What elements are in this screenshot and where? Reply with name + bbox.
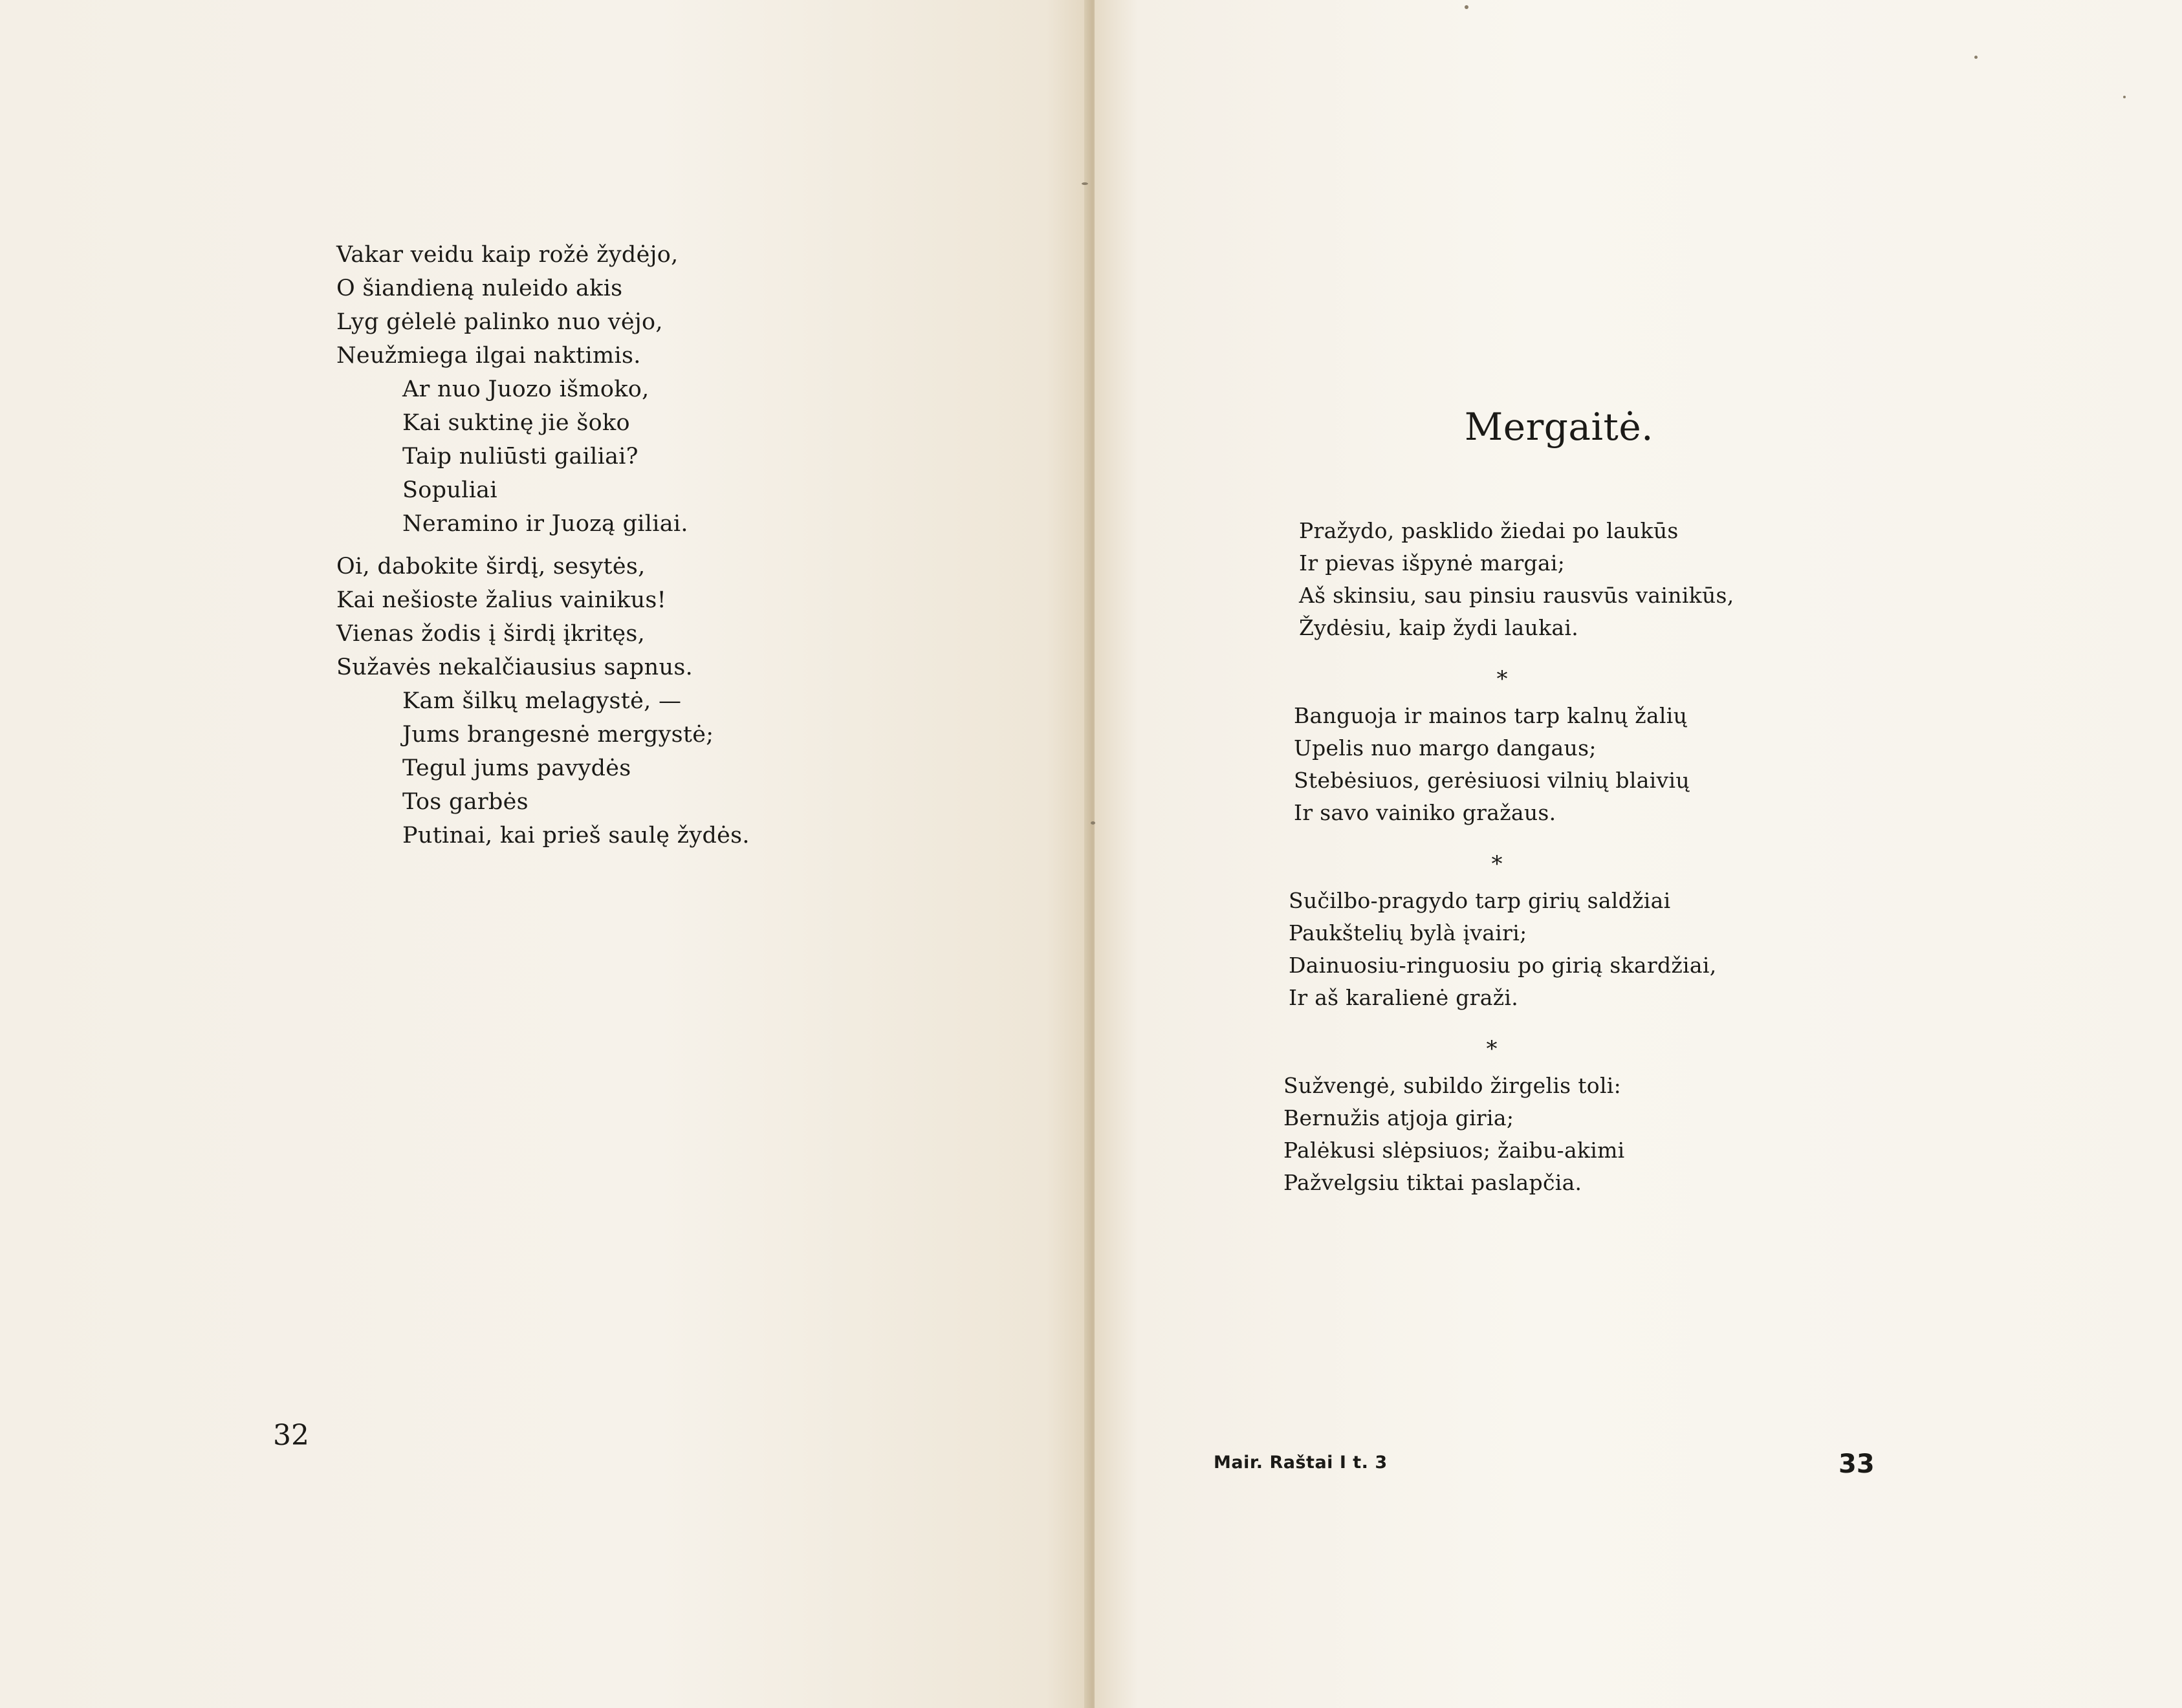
poem-line: Kam šilkų melagystė, — — [402, 688, 682, 714]
stanza-1 — [1299, 515, 1734, 644]
poem-line: Ir aš karalienė graži. — [1289, 985, 1519, 1010]
left-page — [0, 0, 1089, 1708]
poem-line: Jums brangesnė mergystė; — [402, 722, 714, 748]
poem-line: Aš skinsiu, sau pinsiu rausvūs vainikūs, — [1299, 583, 1734, 608]
poem-line: Lyg gėlelė palinko nuo vėjo, — [336, 309, 663, 335]
poem-line: Stebėsiuos, gerėsiuosi vilnių blaivių — [1294, 768, 1690, 793]
poem-line: Vakar veidu kaip rožė žydėjo, — [336, 242, 679, 268]
paper-speck — [1974, 56, 1978, 59]
poem-line: Pažvelgsiu tiktai paslapčia. — [1283, 1170, 1582, 1195]
poem-line: Banguoja ir mainos tarp kalnų žalių — [1294, 703, 1688, 728]
poem-line: Neramino ir Juozą giliai. — [402, 511, 688, 537]
poem-line: Vienas žodis į širdį įkritęs, — [336, 621, 646, 647]
poem-title: Mergaitė. — [1464, 405, 1654, 449]
poem-line: Žydėsiu, kaip žydi laukai. — [1299, 615, 1578, 640]
page-number-right: 33 — [1838, 1449, 1875, 1479]
poem-line: Ir savo vainiko gražaus. — [1294, 800, 1556, 825]
poem-line: Sučilbo-pragydo tarp girių saldžiai — [1289, 888, 1671, 913]
paper-speck — [1465, 5, 1468, 9]
poem-line: Ar nuo Juozo išmoko, — [402, 376, 649, 402]
poem-line: Kai suktinę jie šoko — [402, 410, 630, 436]
stanza-separator: * — [1496, 666, 1508, 692]
poem-line: Bernužis atjoja giria; — [1283, 1105, 1514, 1130]
poem-line: Sužavės nekalčiausius sapnus. — [336, 654, 693, 680]
poem-line: Paukštelių bylà įvairi; — [1289, 920, 1527, 946]
poem-line: Taip nuliūsti gailiai? — [402, 444, 638, 470]
poem-line: Tos garbės — [402, 789, 529, 815]
poem-line: Neužmiega ilgai naktimis. — [336, 343, 641, 369]
poem-line: Putinai, kai prieš saulę žydės. — [402, 823, 750, 849]
stanza-2 — [1294, 700, 1690, 829]
poem-line: Pražydo, pasklido žiedai po laukūs — [1299, 518, 1679, 543]
poem-line: Sopuliai — [402, 477, 497, 503]
paper-speck — [2123, 96, 2126, 98]
poem-line: Oi, dabokite širdį, sesytės, — [336, 554, 646, 579]
poem-line: Tegul jums pavydės — [402, 755, 631, 781]
poem-line: Ir pievas išpynė margai; — [1299, 550, 1566, 576]
poem-line: Upelis nuo margo dangaus; — [1294, 735, 1597, 761]
poem-line: Sužvengė, subildo žirgelis toli: — [1283, 1073, 1622, 1098]
poem-line: Dainuosiu-ringuosiu po girią skardžiai, — [1289, 953, 1717, 978]
stanza-separator: * — [1491, 851, 1503, 877]
paper-speck — [1091, 821, 1095, 825]
paper-speck — [1082, 182, 1088, 185]
stanza-separator: * — [1486, 1036, 1498, 1062]
stanza-4 — [1283, 1070, 1625, 1199]
poem-line: O šiandieną nuleido akis — [336, 276, 623, 301]
stanza-3 — [1289, 885, 1717, 1014]
left-poem — [336, 238, 750, 852]
page-number-left: 32 — [273, 1419, 309, 1452]
footer-signature: Mair. Raštai I t. 3 — [1214, 1453, 1388, 1473]
poem-line: Kai nešioste žalius vainikus! — [336, 587, 667, 613]
poem-line: Palėkusi slėpsiuos; žaibu-akimi — [1283, 1138, 1625, 1163]
